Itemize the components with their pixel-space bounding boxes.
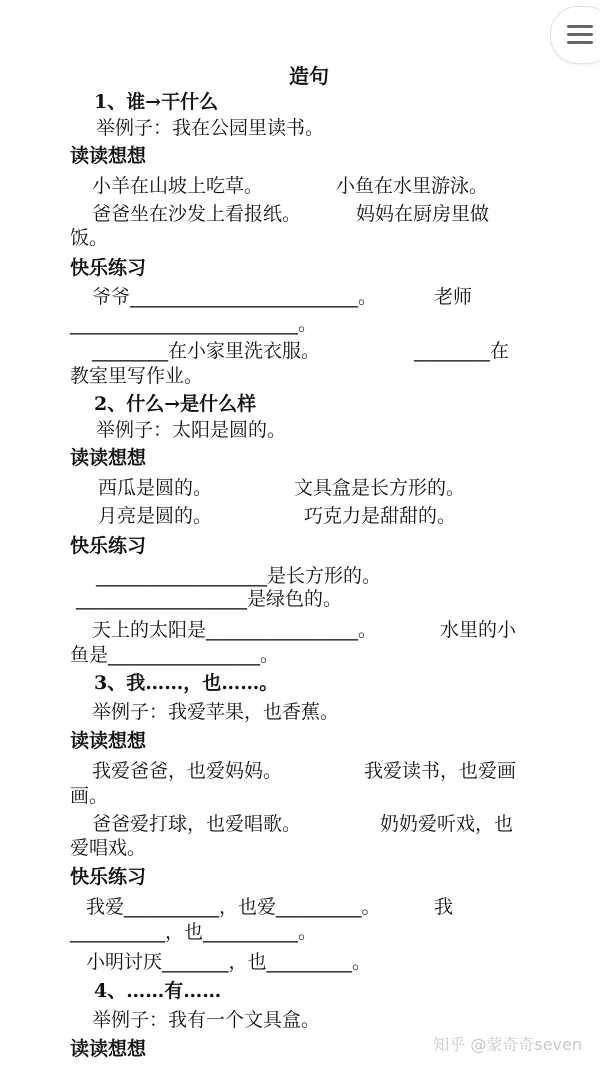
hamburger-menu-icon: [567, 25, 593, 49]
section-3-read-1b: 我爱读书，也爱画: [364, 760, 517, 782]
section-2-heading: 2、什么→是什么样: [94, 393, 257, 415]
section-1-practice-heading: 快乐练习: [70, 257, 147, 279]
section-3-read-2a: 爸爸爱打球，也爱唱歌。: [92, 813, 302, 835]
section-3-read-1c: 画。: [70, 785, 109, 807]
section-2-practice-3b: 水里的小: [440, 619, 517, 641]
page-title: 造句: [289, 64, 329, 88]
section-3-read-2c: 爱唱戏。: [70, 837, 147, 859]
section-2-read-2b: 巧克力是甜甜的。: [304, 505, 457, 527]
menu-button[interactable]: [550, 6, 600, 64]
section-1-read-2a: 爸爸坐在沙发上看报纸。: [92, 203, 302, 225]
section-3-read-heading: 读读想想: [70, 730, 147, 752]
section-3-practice-2: 小明讨厌_______，也_________。: [86, 951, 372, 973]
section-1-practice-1c: ________________________。: [70, 313, 318, 335]
section-4-read-heading: 读读想想: [70, 1038, 147, 1060]
section-1-read-2c: 饭。: [70, 227, 109, 249]
watermark: 知乎 @蒙奇奇seven: [433, 1035, 582, 1054]
section-1-practice-1b: 老师: [434, 286, 473, 308]
section-1-practice-2c: 教室里写作业。: [70, 365, 204, 387]
section-3-practice-1a: 我爱__________，也爱_________。: [86, 896, 381, 918]
section-1-read-heading: 读读想想: [70, 145, 147, 167]
section-3-example: 举例子：我爱苹果，也香蕉。: [92, 701, 340, 723]
section-2-practice-2: __________________是绿色的。: [76, 588, 343, 610]
section-2-read-1a: 西瓜是圆的。: [98, 477, 213, 499]
section-2-practice-1: __________________是长方形的。: [96, 565, 382, 587]
section-3-practice-1c: __________，也__________。: [70, 921, 318, 943]
section-1-practice-1a: 爷爷________________________。: [92, 286, 378, 308]
section-3-read-1a: 我爱爸爸，也爱妈妈。: [92, 760, 283, 782]
section-3-read-2b: 奶奶爱听戏，也: [380, 813, 514, 835]
section-1-read-2b: 妈妈在厨房里做: [356, 203, 490, 225]
section-2-practice-3c: 鱼是________________。: [70, 644, 280, 666]
section-2-read-1b: 文具盒是长方形的。: [294, 477, 466, 499]
section-2-practice-heading: 快乐练习: [70, 535, 147, 557]
section-4-heading: 4、……有……: [94, 980, 222, 1002]
section-4-example: 举例子：我有一个文具盒。: [92, 1009, 321, 1031]
section-2-read-heading: 读读想想: [70, 447, 147, 469]
section-3-heading: 3、我……，也……。: [94, 672, 279, 694]
section-3-practice-heading: 快乐练习: [70, 866, 147, 888]
section-1-heading: 1、谁→干什么: [94, 91, 219, 113]
section-1-example: 举例子：我在公园里读书。: [96, 117, 325, 139]
section-1-practice-2b: ________在: [414, 340, 510, 362]
section-2-practice-3a: 天上的太阳是________________。: [92, 619, 378, 641]
section-1-practice-2a: ________在小家里洗衣服。: [92, 340, 321, 362]
section-1-read-1a: 小羊在山坡上吃草。: [92, 175, 264, 197]
section-1-read-1b: 小鱼在水里游泳。: [336, 175, 489, 197]
section-3-practice-1b: 我: [434, 896, 454, 918]
section-2-example: 举例子：太阳是圆的。: [96, 419, 287, 441]
section-2-read-2a: 月亮是圆的。: [98, 505, 213, 527]
